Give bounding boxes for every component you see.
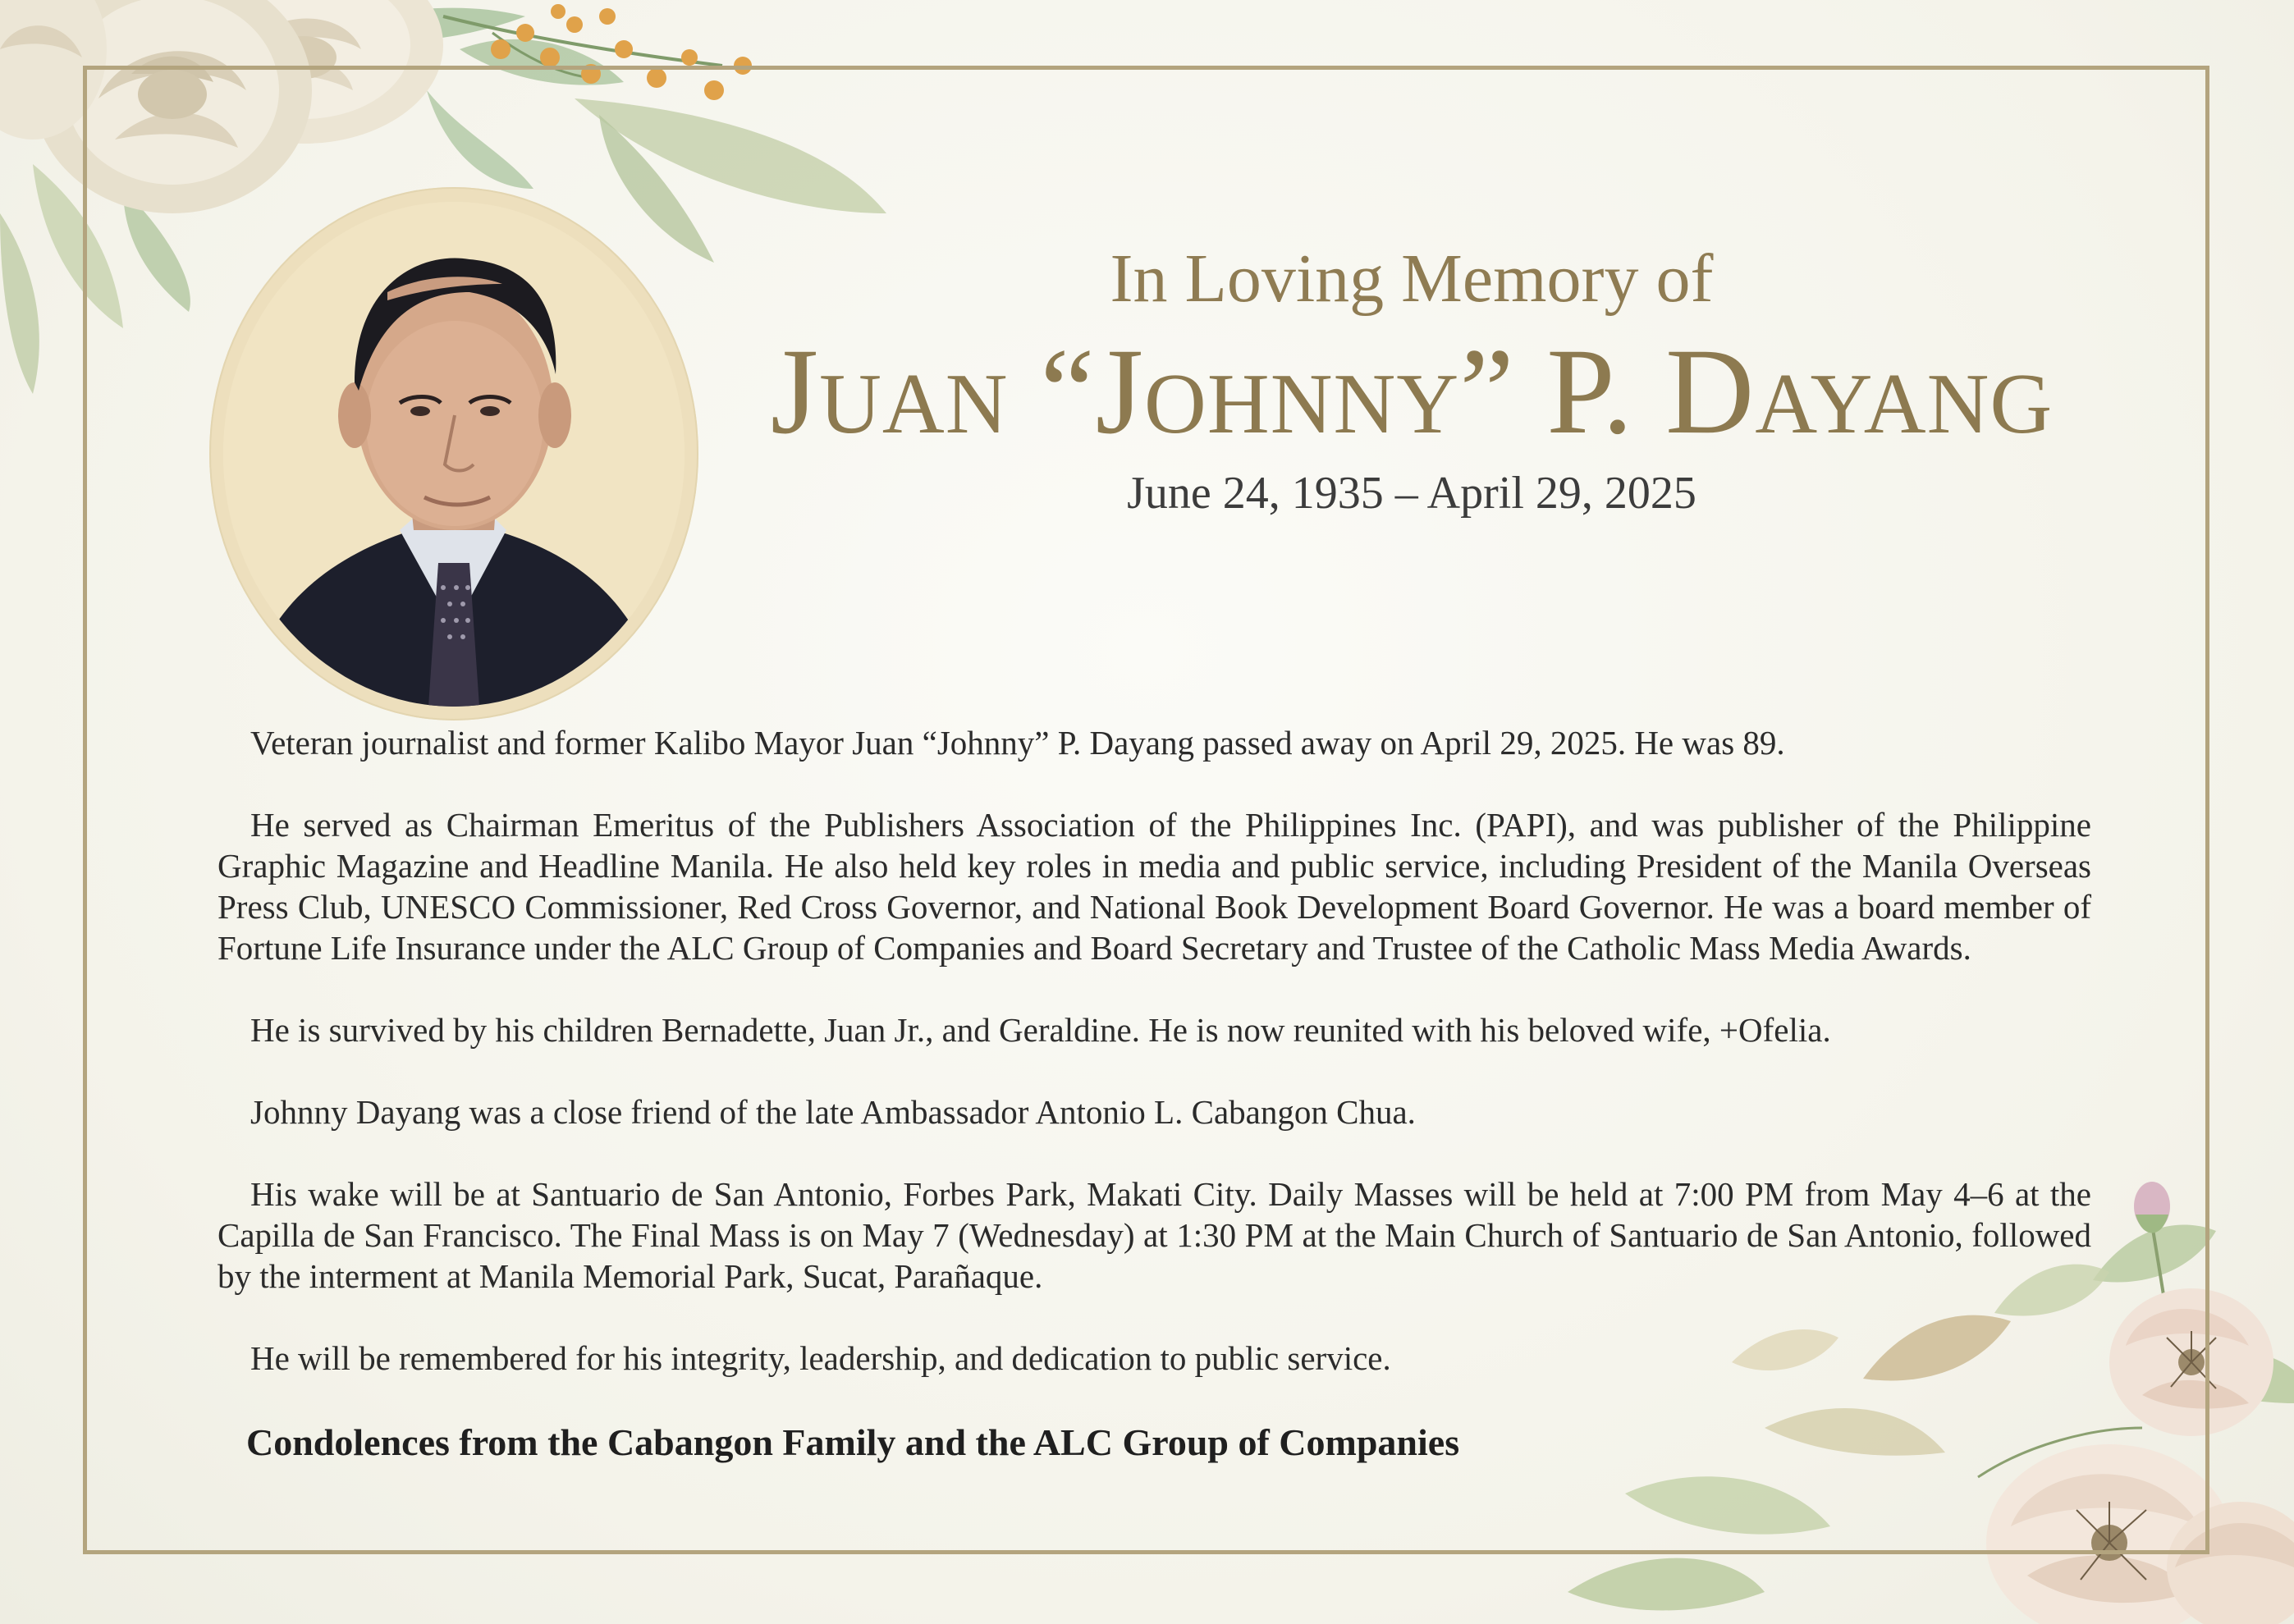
- heading-block: [722, 238, 2101, 522]
- life-dates: June 24, 1935 – April 29, 2025: [1127, 468, 1696, 519]
- paragraph-remembrance: He will be remembered for his integrity, leadership, and dedication to public service.: [250, 1339, 1391, 1377]
- condolence-line: Condolences from the Cabangon Family and the ALC Group of Companies: [246, 1421, 1460, 1463]
- paragraph-career: He served as Chairman Emeritus of the Publishers Association of the Philippines Inc. (PAPI), and was publisher of the Philippine Graphic Magazine and Headline Manila. He also held key roles in media and public service, including President of the Manila Overseas Press Club, UNESCO Commissioner, Red Cross Governor, and National Book Development Board Governor. He was a board member of Fortune Life Insurance under the ALC Group of Companies and Board Secretary and Trustee of the Catholic Mass Media Awards.: [217, 806, 2091, 967]
- portrait-photo: [223, 202, 685, 707]
- paragraph-intro: Veteran journalist and former Kalibo Mayor Juan “Johnny” P. Dayang passed away on April 29, 2025. He was 89.: [250, 724, 1785, 762]
- deceased-name: Juan “Johnny” P. Dayang: [770, 323, 2054, 460]
- paragraph-friendship: Johnny Dayang was a close friend of the late Ambassador Antonio L. Cabangon Chua.: [250, 1093, 1416, 1131]
- paragraph-family: He is survived by his children Bernadette, Juan Jr., and Geraldine. He is now reunited with his beloved wife, +Ofelia.: [250, 1011, 1831, 1049]
- paragraph-wake-schedule: His wake will be at Santuario de San Antonio, Forbes Park, Makati City. Daily Masses will be held at 7:00 PM from May 4–6 at the Capilla de San Francisco. The Final Mass is on May 7 (Wednesday) at 1:30 PM at the Main Church of Santuario de San Antonio, followed by the interment at Manila Memorial Park, Sucat, Parañaque.: [217, 1175, 2091, 1295]
- memorial-subtitle: In Loving Memory of: [1110, 240, 1714, 317]
- obituary-body: [217, 722, 2091, 1466]
- portrait-illustration: [223, 202, 685, 707]
